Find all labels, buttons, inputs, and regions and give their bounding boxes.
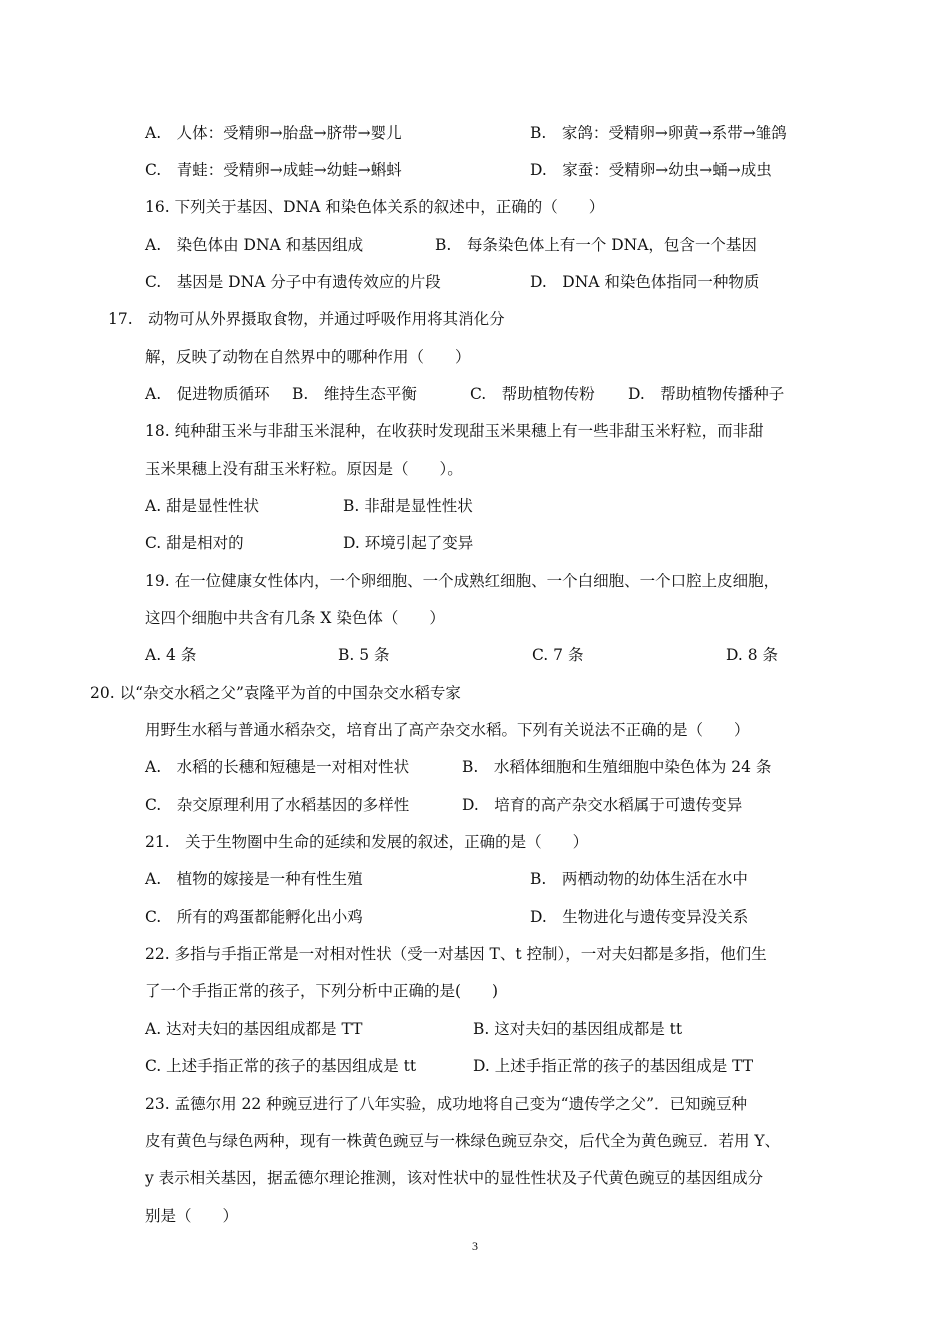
q21-stem: 21. 关于生物圈中生命的延续和发展的叙述，正确的是（ ）	[145, 833, 589, 851]
q20-option-b: B. 水稻体细胞和生殖细胞中染色体为 24 条	[462, 758, 772, 776]
q18-option-d: D. 环境引起了变异	[343, 534, 474, 552]
q15-option-a: A. 人体：受精卵→胎盘→脐带→婴儿	[145, 124, 402, 142]
q21-option-a: A. 植物的嫁接是一种有性生殖	[145, 870, 363, 888]
q16-stem: 16. 下列关于基因、DNA 和染色体关系的叙述中，正确的（ ）	[145, 198, 605, 216]
q18-option-b: B. 非甜是显性性状	[343, 497, 473, 515]
q17-option-b: B. 维持生态平衡	[292, 385, 417, 403]
q16-option-a: A. 染色体由 DNA 和基因组成	[145, 236, 364, 254]
q22-option-a: A. 达对夫妇的基因组成都是 TT	[145, 1020, 363, 1038]
q18-option-a: A. 甜是显性性状	[145, 497, 260, 515]
q21-option-d: D. 生物进化与遗传变异没关系	[530, 908, 749, 926]
q15-option-c: C. 青蛙：受精卵→成蛙→幼蛙→蝌蚪	[145, 161, 402, 179]
q19-option-a: A. 4 条	[145, 646, 197, 664]
q20-stem-line2: 用野生水稻与普通水稻杂交，培育出了高产杂交水稻。下列有关说法不正确的是（ ）	[145, 721, 750, 739]
q22-option-b: B. 这对夫妇的基因组成都是 tt	[473, 1020, 683, 1038]
q20-option-d: D. 培育的高产杂交水稻属于可遗传变异	[462, 796, 743, 814]
q19-option-c: C. 7 条	[532, 646, 584, 664]
q23-stem-line2: 皮有黄色与绿色两种，现有一株黄色豌豆与一株绿色豌豆杂交，后代全为黄色豌豆．若用 Y、	[145, 1132, 781, 1150]
q20-option-c: C. 杂交原理利用了水稻基因的多样性	[145, 796, 410, 814]
q18-stem-line2: 玉米果穗上没有甜玉米籽粒。原因是（ ）。	[145, 460, 463, 478]
q23-stem-line3: y 表示相关基因，据孟德尔理论推测，该对性状中的显性性状及子代黄色豌豆的基因组成分	[145, 1169, 764, 1187]
page-number: 3	[472, 1239, 478, 1253]
q22-option-d: D. 上述手指正常的孩子的基因组成是 TT	[473, 1057, 754, 1075]
q19-option-d: D. 8 条	[726, 646, 779, 664]
q17-option-d: D. 帮助植物传播种子	[628, 385, 785, 403]
q19-option-b: B. 5 条	[338, 646, 390, 664]
q15-option-d: D. 家蚕：受精卵→幼虫→蛹→成虫	[530, 161, 772, 179]
q20-option-a: A. 水稻的长穗和短穗是一对相对性状	[145, 758, 410, 776]
q21-option-b: B. 两栖动物的幼体生活在水中	[530, 870, 748, 888]
q21-option-c: C. 所有的鸡蛋都能孵化出小鸡	[145, 908, 363, 926]
q15-option-b: B. 家鸽：受精卵→卵黄→系带→雏鸽	[530, 124, 787, 142]
q18-option-c: C. 甜是相对的	[145, 534, 244, 552]
q23-stem-line4: 别是（ ）	[145, 1207, 239, 1225]
q22-stem-line1: 22. 多指与手指正常是一对相对性状（受一对基因 T、t 控制），一对夫妇都是多指，他们生	[145, 945, 767, 963]
q16-option-c: C. 基因是 DNA 分子中有遗传效应的片段	[145, 273, 441, 291]
q19-stem-line2: 这四个细胞中共含有几条 X 染色体（ ）	[145, 609, 445, 627]
q17-option-a: A. 促进物质循环	[145, 385, 270, 403]
q22-option-c: C. 上述手指正常的孩子的基因组成是 tt	[145, 1057, 417, 1075]
q16-option-d: D. DNA 和染色体指同一种物质	[530, 273, 760, 291]
q18-stem-line1: 18. 纯种甜玉米与非甜玉米混种，在收获时发现甜玉米果穗上有一些非甜玉米籽粒，而非甜	[145, 422, 764, 440]
q23-stem-line1: 23. 孟德尔用 22 种豌豆进行了八年实验，成功地将自己变为“遗传学之父”．已知豌豆种	[145, 1095, 748, 1113]
q17-stem-line1: 17. 动物可从外界摄取食物，并通过呼吸作用将其消化分	[108, 310, 505, 328]
q19-stem-line1: 19. 在一位健康女性体内，一个卵细胞、一个成熟红细胞、一个白细胞、一个口腔上皮细胞，	[145, 572, 780, 590]
q16-option-b: B. 每条染色体上有一个 DNA，包含一个基因	[435, 236, 757, 254]
q20-stem-line1: 20. 以“杂交水稻之父”袁隆平为首的中国杂交水稻专家	[90, 684, 461, 702]
q17-option-c: C. 帮助植物传粉	[470, 385, 595, 403]
q22-stem-line2: 了一个手指正常的孩子，下列分析中正确的是( )	[145, 982, 499, 1000]
q17-stem-line2: 解，反映了动物在自然界中的哪种作用（ ）	[145, 348, 471, 366]
